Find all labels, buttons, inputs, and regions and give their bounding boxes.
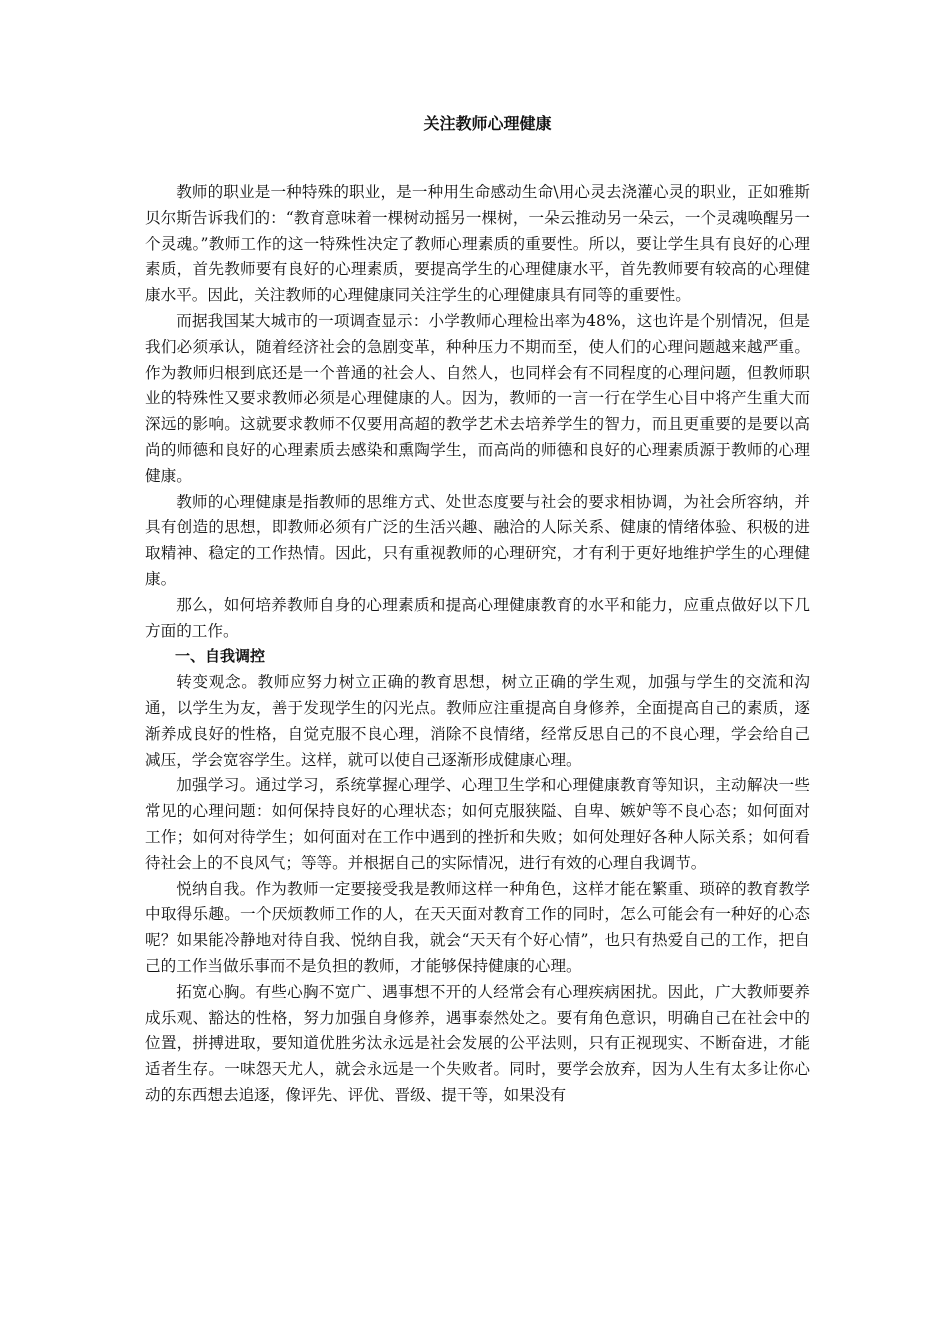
section-heading-self-regulation: 一、自我调控 — [175, 647, 266, 666]
paragraph-broaden-mind: 拓宽心胸。有些心胸不宽广、遇事想不开的人经常会有心理疾病困扰。因此，广大教师要养成乐观、豁达的性格，努力加强自身修养，遇事泰然处之。要有角色意识，明确自己在社会中的位置，拼搏进取，要知道优胜劣汰永远是社会发展的公平法则，只有正视现实、不断奋进，才能适者生存。一味怨天尤人，就会永远是一个失败者。同时，要学会放弃，因为人生有太多让你心动的东西想去追逐，像评先、评优、晋级、提干等，如果没有 — [145, 982, 810, 1104]
paragraph-intro: 教师的职业是一种特殊的职业，是一种用生命感动生命\用心灵去浇灌心灵的职业，正如雅斯贝尔斯告诉我们的：“教育意味着一棵树动摇另一棵树，一朵云推动另一朵云，一个灵魂唤醒另一个灵魂。”教师工作的这一特殊性决定了教师心理素质的重要性。所以，要让学生具有良好的心理素质，首先教师要有良好的心理素质，要提高学生的心理健康水平，首先教师要有较高的心理健康水平。因此，关注教师的心理健康同关注学生的心理健康具有同等的重要性。 — [145, 183, 810, 305]
paragraph-definition: 教师的心理健康是指教师的思维方式、处世态度要与社会的要求相协调，为社会所容纳，并具有创造的思想，即教师必须有广泛的生活兴趣、融洽的人际关系、健康的情绪体验、积极的进取精神、稳定的工作热情。因此，只有重视教师的心理研究，才有利于更好地维护学生的心理健康。 — [145, 492, 810, 588]
document-page — [145, 112, 810, 1109]
document-title: 关注教师心理健康 — [423, 114, 552, 133]
paragraph-strengthen-learning: 加强学习。通过学习，系统掌握心理学、心理卫生学和心理健康教育等知识，主动解决一些常见的心理问题：如何保持良好的心理状态；如何克服狭隘、自卑、嫉妒等不良心态；如何面对工作；如何对待学生；如何面对在工作中遇到的挫折和失败；如何处理好各种人际关系；如何看待社会上的不良风气；等等。并根据自己的实际情况，进行有效的心理自我调节。 — [145, 776, 810, 872]
paragraph-survey: 而据我国某大城市的一项调查显示：小学教师心理检出率为48%，这也许是个别情况，但是我们必须承认，随着经济社会的急剧变革，种种压力不期而至，使人们的心理问题越来越严重。作为教师归根到底还是一个普通的社会人、自然人，也同样会有不同程度的心理问题，但教师职业的特殊性又要求教师必须是心理健康的人。因为，教师的一言一行在学生心目中将产生重大而深远的影响。这就要求教师不仅要用高超的教学艺术去培养学生的智力，而且更重要的是要以高尚的师德和良好的心理素质去感染和熏陶学生，而高尚的师德和良好的心理素质源于教师的心理健康。 — [145, 311, 810, 485]
paragraph-accept-self: 悦纳自我。作为教师一定要接受我是教师这样一种角色，这样才能在繁重、琐碎的教育教学中取得乐趣。一个厌烦教师工作的人，在天天面对教育工作的同时，怎么可能会有一种好的心态呢？如果能冷静地对待自我、悦纳自我，就会“天天有个好心情”，也只有热爱自己的工作，把自己的工作当做乐事而不是负担的教师，才能够保持健康的心理。 — [145, 879, 810, 975]
paragraph-transition: 那么，如何培养教师自身的心理素质和提高心理健康教育的水平和能力，应重点做好以下几方面的工作。 — [145, 595, 810, 640]
paragraph-change-mindset: 转变观念。教师应努力树立正确的教育思想，树立正确的学生观，加强与学生的交流和沟通，以学生为友，善于发现学生的闪光点。教师应注重提高自身修养，全面提高自己的素质，逐渐养成良好的性格，自觉克服不良心理，消除不良情绪，经常反思自己的不良心理，学会给自己减压，学会宽容学生。这样，就可以使自己逐渐形成健康心理。 — [145, 673, 810, 769]
